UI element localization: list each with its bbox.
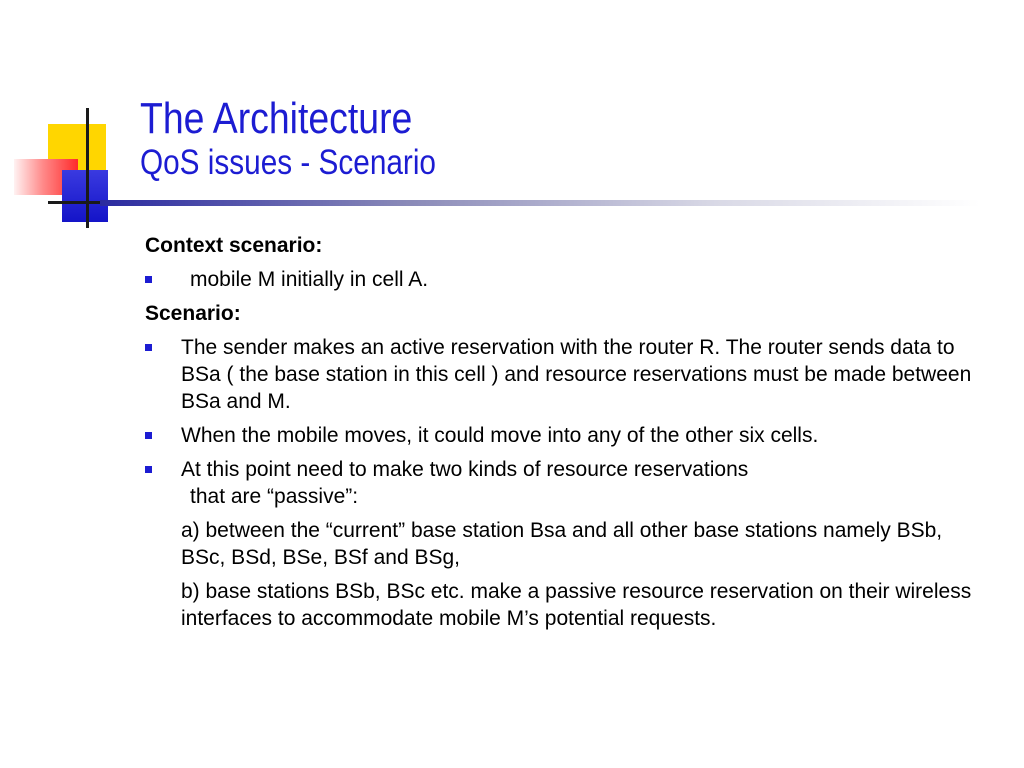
slide-logo <box>0 100 140 230</box>
passive-line: that are “passive”: <box>190 485 359 508</box>
scenario-bullet <box>145 334 985 415</box>
sub-item-a: a) between the “current” base station Bsa and all other base stations namely BSb, BSc, BSd, BSe, BSf and BSg, <box>181 519 943 569</box>
bullet-text: mobile M initially in cell A. <box>190 268 429 291</box>
title-underline-bar <box>100 200 980 206</box>
scenario-heading: Scenario: <box>145 302 241 325</box>
context-bullet <box>145 266 985 293</box>
sub-item-b: b) base stations BSb, BSc etc. make a passive resource reservation on their wireless interfaces to accommodate mobile M’s potential requests. <box>181 580 972 630</box>
bullet-text: The sender makes an active reservation with the router R. The router sends data to BSa ( the base station in this cell ) and resource reservations must be made between BSa and M. <box>181 336 972 413</box>
context-heading: Context scenario: <box>145 234 323 257</box>
square-bullet-icon <box>145 466 152 473</box>
square-bullet-icon <box>145 344 152 351</box>
logo-vertical-line <box>86 108 89 228</box>
square-bullet-icon <box>145 276 152 283</box>
scenario-bullet <box>145 422 985 449</box>
bullet-text: At this point need to make two kinds of resource reservations <box>181 458 749 481</box>
logo-blue-square <box>62 170 108 222</box>
bullet-text: When the mobile moves, it could move into any of the other six cells. <box>181 424 819 447</box>
slide-title: The Architecture <box>140 94 413 143</box>
scenario-bullet <box>145 456 985 483</box>
slide-title-block <box>140 94 488 182</box>
slide-body <box>145 232 985 639</box>
square-bullet-icon <box>145 432 152 439</box>
slide-subtitle: QoS issues - Scenario <box>140 143 436 183</box>
